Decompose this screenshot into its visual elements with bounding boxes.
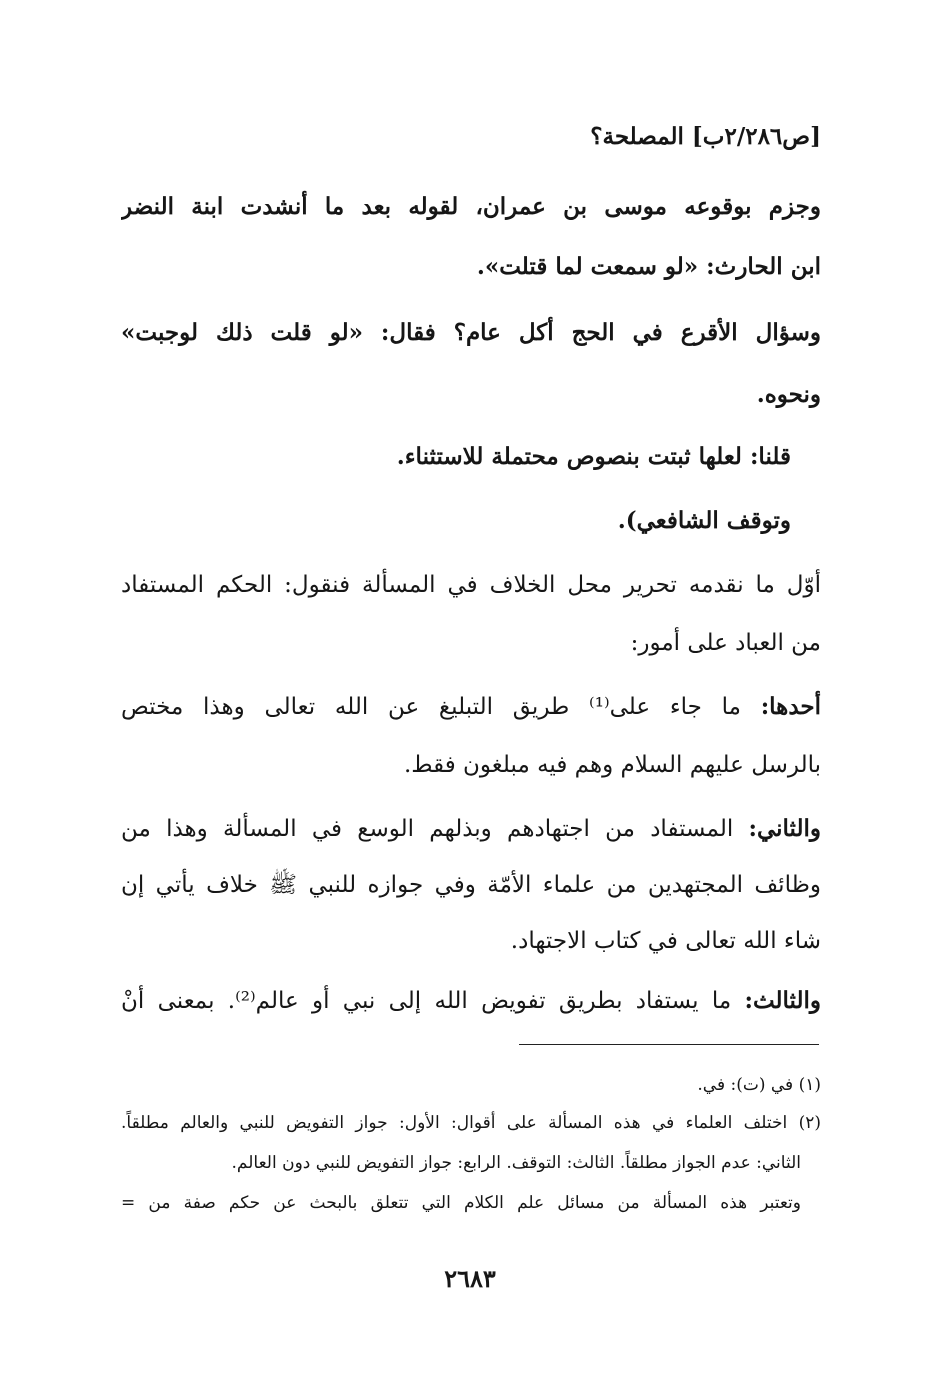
text-line-3: ابن الحارث: «لو سمعت لما قتلت».: [476, 253, 821, 280]
text-line-10: [121, 690, 821, 726]
text-line-6: قلنا: لعلها ثبتت بنصوص محتملة للاستثناء.: [396, 443, 791, 470]
text-line-4: وسؤال الأقرع في الحج أكل عام؟ فقال: «لو قلت ذلك لوجبت»: [121, 319, 821, 346]
text-line-9: من العباد على أمور:: [630, 630, 821, 656]
text-line-1: [ص٢/٢٨٦ب] المصلحة؟: [590, 123, 821, 150]
text-line-14: شاء الله تعالى في كتاب الاجتهاد.: [510, 928, 821, 954]
text-line-13: وظائف المجتهدين من علماء الأمّة وفي جوازه للنبي ﷺ خلاف يأتي إن: [121, 872, 821, 898]
text-line-15: [121, 984, 821, 1020]
footnote-2-cont-1: الثاني: عدم الجواز مطلقاً. الثالث: التوقف. الرابع: جواز التفويض للنبي دون العالم.: [231, 1153, 801, 1173]
footnote-2-cont-2: وتعتبر هذه المسألة من مسائل علم الكلام التي تتعلق بالبحث عن حكم صفة من =: [121, 1193, 801, 1213]
text-line-8: أوّل ما نقدمه تحرير محل الخلاف في المسألة فنقول: الحكم المستفاد: [121, 572, 821, 598]
text-line-12: [121, 812, 821, 848]
item-text-first: ما جاء على⁽¹⁾ طريق التبليغ عن الله تعالى وهذا مختص: [121, 694, 741, 720]
footnote-2: (٢) اختلف العلماء في هذه المسألة على أقوال: الأول: جواز التفويض للنبي والعالم مطلقاً.: [121, 1113, 821, 1133]
text-line-2: وجزم بوقوعه موسى بن عمران، لقوله بعد ما أنشدت ابنة النضر: [121, 193, 821, 220]
footnote-separator: [519, 1044, 819, 1045]
item-text-third: ما يستفاد بطريق تفويض الله إلى نبي أو عالم⁽²⁾. بمعنى أنْ: [121, 988, 732, 1014]
text-line-7: وتوقف الشافعي).: [617, 507, 791, 534]
item-lead-second: والثاني:: [748, 815, 821, 842]
item-text-second: المستفاد من اجتهادهم وبذلهم الوسع في المسألة وهذا من: [121, 816, 734, 842]
text-line-11: بالرسل عليهم السلام وهم فيه مبلغون فقط.: [403, 752, 821, 778]
item-lead-third: والثالث:: [744, 987, 821, 1014]
item-lead-first: أحدها:: [760, 693, 821, 720]
page-number: ٢٦٨٣: [444, 1264, 496, 1293]
text-line-5: ونحوه.: [756, 381, 821, 408]
footnote-1: (١) في (ت): في.: [697, 1075, 821, 1095]
